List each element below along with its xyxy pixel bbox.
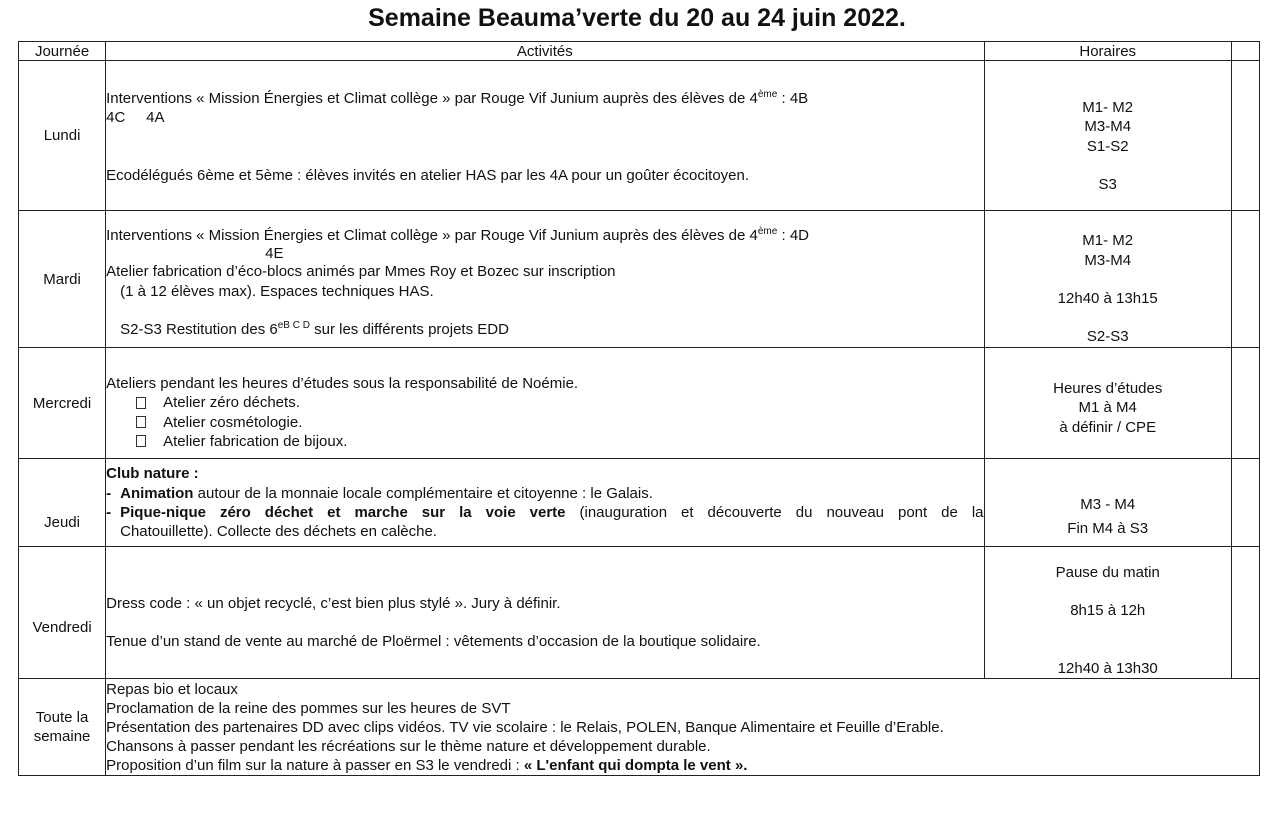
hours-text: M1- M2 <box>1082 98 1134 116</box>
activities-mercredi <box>106 348 984 459</box>
activity-text: S2-S3 Restitution des $6^{eB C D}$ sur les différents projets EDD <box>120 319 509 338</box>
hours-lundi <box>984 61 1231 211</box>
page-title: Semaine Beauma’verte du 20 au 24 juin 2022. <box>368 4 906 32</box>
activity-text: Présentation des partenaires DD avec clips vidéos. TV vie scolaire : le Relais, POLEN, Banque Alimentaire et Feuille d’Erable. <box>106 718 944 736</box>
activity-text: Atelier fabrication d’éco-blocs animés par Mmes Roy et Bozec sur inscription <box>106 263 616 281</box>
hours-text: Pause du matin <box>1055 564 1160 581</box>
hours-text: S1-S2 <box>1086 137 1129 155</box>
day-label: Toute la <box>35 708 89 726</box>
row-lundi <box>19 61 1260 211</box>
activities-jeudi <box>106 459 984 547</box>
activities-semaine <box>106 678 1260 775</box>
hours-text: M1 à M4 <box>1078 399 1137 417</box>
activity-text: 4C 4A <box>106 109 165 127</box>
activities-lundi <box>106 61 984 211</box>
hours-vendredi <box>984 547 1231 679</box>
checkbox-icon <box>136 435 146 447</box>
schedule-table <box>18 41 1260 776</box>
activity-text: Interventions « Mission Énergies et Climat collège » par Rouge Vif Junium auprès des élèves de 4ème : 4B <box>106 89 809 108</box>
list-item: Atelier zéro déchets. <box>106 393 983 412</box>
hours-text: S3 <box>1098 175 1117 193</box>
hours-text: M3-M4 <box>1084 118 1132 136</box>
hours-mercredi <box>984 348 1231 459</box>
hours-text: S2-S3 <box>1086 328 1129 346</box>
hours-text: M3-M4 <box>1084 251 1132 269</box>
header-activities: Activités <box>106 42 984 61</box>
hours-text: 12h40 à 13h15 <box>1057 290 1158 307</box>
hours-text: Heures d’études <box>1053 380 1163 398</box>
row-semaine <box>19 678 1260 775</box>
activity-text: (1 à 12 élèves max). Espaces techniques HAS. <box>120 282 434 300</box>
checkbox-icon <box>136 416 146 428</box>
club-title: Club nature : <box>106 465 199 483</box>
day-mercredi: Mercredi <box>19 348 106 459</box>
list-item-continued: Chatouillette). Collecte des déchets en calèche. <box>120 523 437 541</box>
row-vendredi <box>19 547 1260 679</box>
day-lundi: Lundi <box>19 61 106 211</box>
activities-mardi <box>106 211 984 348</box>
day-jeudi: Jeudi <box>19 459 106 547</box>
activity-text: Proclamation de la reine des pommes sur les heures de SVT <box>106 699 511 717</box>
extra-cell <box>1231 348 1259 459</box>
day-mardi: Mardi <box>19 211 106 348</box>
extra-cell <box>1231 547 1259 679</box>
list-item: Atelier cosmétologie. <box>106 413 983 432</box>
hours-jeudi <box>984 459 1231 547</box>
activities-vendredi <box>106 547 984 679</box>
header-row <box>19 42 1260 61</box>
activity-text: Ecodélégués 6ème et 5ème : élèves invités en atelier HAS par les 4A pour un goûter écocitoyen. <box>106 166 750 184</box>
day-label: semaine <box>33 727 91 745</box>
extra-cell <box>1231 61 1259 211</box>
activity-text: Dress code : « un objet recyclé, c’est bien plus stylé ». Jury à définir. <box>106 594 561 612</box>
row-mardi <box>19 211 1260 348</box>
hours-text: 12h40 à 13h30 <box>1057 659 1158 677</box>
header-hours: Horaires <box>984 42 1231 61</box>
hours-text: 8h15 à 12h <box>1070 602 1146 620</box>
row-mercredi <box>19 348 1260 459</box>
list-item: - Pique-nique zéro déchet et marche sur la voie verte (inauguration et découverte du nouveau pont de la <box>106 504 984 521</box>
activity-text: Proposition d’un film sur la nature à passer en S3 le vendredi : « L'enfant qui dompta le vent ». <box>106 756 748 774</box>
list-item: Atelier fabrication de bijoux. <box>106 432 983 451</box>
activity-text: Chansons à passer pendant les récréations sur le thème nature et développement durable. <box>106 737 711 755</box>
header-extra <box>1231 42 1259 61</box>
activity-text: Tenue d’un stand de vente au marché de Ploërmel : vêtements d’occasion de la boutique solidaire. <box>106 632 761 650</box>
hours-text: Fin M4 à S3 <box>1067 520 1149 537</box>
list-item: - Animation autour de la monnaie locale complémentaire et citoyenne : le Galais. <box>106 484 653 502</box>
day-semaine <box>19 678 106 775</box>
header-day: Journée <box>19 42 106 61</box>
hours-mardi <box>984 211 1231 348</box>
day-vendredi: Vendredi <box>19 547 106 679</box>
checkbox-icon <box>136 397 146 409</box>
activity-text: 4E <box>265 245 284 263</box>
hours-text: à définir / CPE <box>1059 418 1157 436</box>
hours-text: M3 - M4 <box>1080 496 1136 513</box>
activity-text: Repas bio et locaux <box>106 680 238 698</box>
activity-text: Ateliers pendant les heures d’études sous la responsabilité de Noémie. <box>106 374 579 392</box>
row-jeudi <box>19 459 1260 547</box>
activity-text: Interventions « Mission Énergies et Climat collège » par Rouge Vif Junium auprès des élèves de 4ème : 4D <box>106 225 810 244</box>
hours-text: M1- M2 <box>1082 232 1134 250</box>
extra-cell <box>1231 459 1259 547</box>
extra-cell <box>1231 211 1259 348</box>
